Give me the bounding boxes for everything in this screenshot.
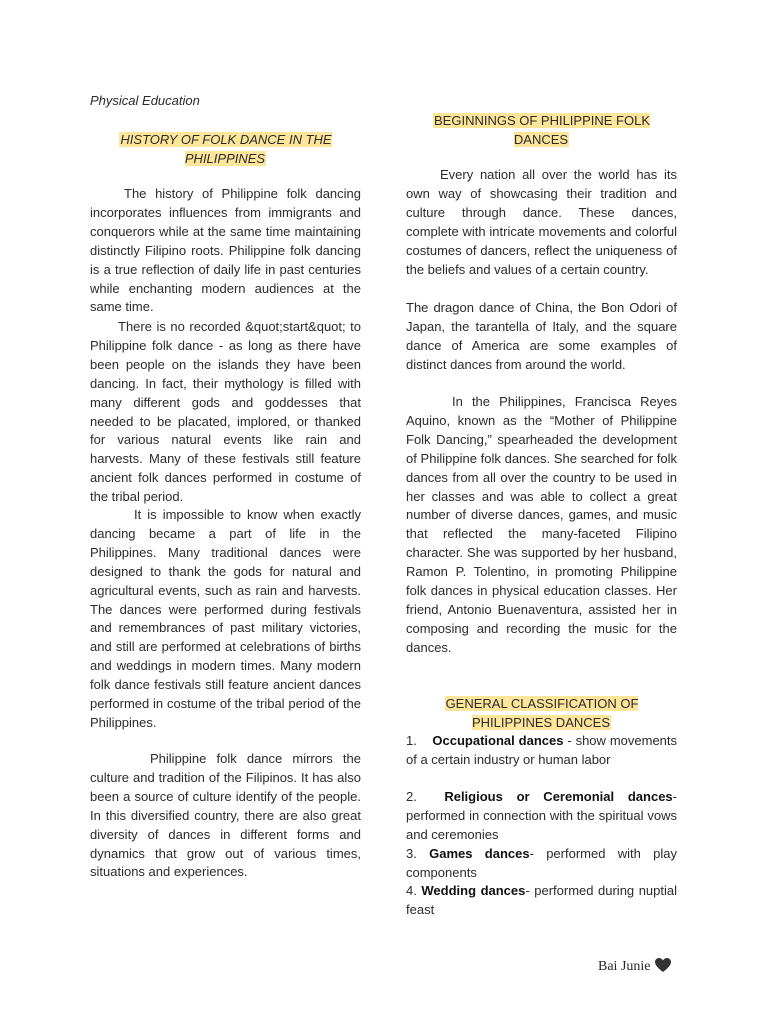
classification-item-1 <box>406 732 677 770</box>
item-number: 1. <box>406 733 417 748</box>
classification-heading-text: GENERAL CLASSIFICATION OF PHILIPPINES DANCES <box>445 696 639 730</box>
classification-item-3 <box>406 845 677 883</box>
item-description: - performed with play components <box>406 846 677 880</box>
item-term: Wedding dances <box>421 883 526 898</box>
item-number: 3. <box>406 846 417 861</box>
history-paragraph-1: The history of Philippine folk dancing incorporates influences from immigrants and conquerors while at the same time maintaining distinctly Filipino roots. Philippine folk dancing is a true reflection of daily life in past centuries while enchanting modern audiences at the same time. <box>90 186 361 315</box>
beginnings-heading <box>406 111 677 149</box>
item-number: 2. <box>406 789 417 804</box>
history-paragraph-3: It is impossible to know when exactly dancing became a part of life in the Philippines. Many traditional dances were designed to thank the gods for natural and agricultural events, such as rain and harvests. The dances were performed during festivals and remembrances of past military victories, and still are performed at celebrations of births and weddings in modern times. Many modern folk dance festivals still feature ancient dances performed in costume of the tribal period of the Philippines. <box>90 507 361 730</box>
signature-text: Bai Junie <box>598 959 651 974</box>
item-description: - performed during nuptial feast <box>406 883 677 917</box>
beginnings-paragraph-3: In the Philippines, Francisca Reyes Aquino, known as the “Mother of Philippine Folk Dancing,” spearheaded the development of Philippine folk dances. She searched for folk dances from all over the country to be used in her classes and was able to collect a great number of diverse dances, games, and music that reflected the many-faceted Filipino character. She was supported by her husband, Ramon P. Tolentino, in promoting Philippine folk dances in physical education classes. Her friend, Antonio Buenaventura, assisted her in composing and recording the music for the dances. <box>406 394 677 655</box>
item-term: Religious or Ceremonial dances <box>444 789 673 804</box>
item-description: - performed in connection with the spiritual vows and ceremonies <box>406 789 677 842</box>
beginnings-paragraph-1: Every nation all over the world has its own way of showcasing their tradition and culture through dance. These dances, complete with intricate movements and colorful costumes of dancers, reflect the uniqueness of the beliefs and values of a certain country. <box>406 167 677 277</box>
subject-label: Physical Education <box>90 93 200 108</box>
item-number: 4. <box>406 883 417 898</box>
item-description: - show movements of a certain industry or human labor <box>406 733 678 767</box>
history-heading <box>90 130 361 168</box>
beginnings-paragraph-2: The dragon dance of China, the Bon Odori of Japan, the tarantella of Italy, and the square dance of America are some examples of distinct dances from around the world. <box>406 300 677 372</box>
history-paragraph-2: There is no recorded &quot;start&quot; to Philippine folk dance - as long as there have been people on the islands they have been dancing. In fact, their mythology is filled with many different gods and goddesses that needed to be placated, implored, or thanked for various natural events like rain and harvests. Many of these festivals still feature ancient folk dances performed in costume of the tribal period. <box>90 319 361 505</box>
heart-icon <box>654 957 672 978</box>
item-term: Games dances <box>429 846 530 861</box>
classification-heading <box>406 694 677 732</box>
classification-item-2 <box>406 788 677 845</box>
classification-item-4 <box>406 882 677 920</box>
history-heading-text: HISTORY OF FOLK DANCE IN THE PHILIPPINES <box>120 132 332 166</box>
item-term: Occupational dances <box>432 733 564 748</box>
signature <box>598 957 672 978</box>
beginnings-heading-text: BEGINNINGS OF PHILIPPINE FOLK DANCES <box>434 113 650 147</box>
history-paragraph-4: Philippine folk dance mirrors the culture and tradition of the Filipinos. It has also been a source of culture identify of the people. In this diversified country, there are also great diversity of dances in different forms and dynamics that grow out of various times, situations and experiences. <box>90 751 361 880</box>
